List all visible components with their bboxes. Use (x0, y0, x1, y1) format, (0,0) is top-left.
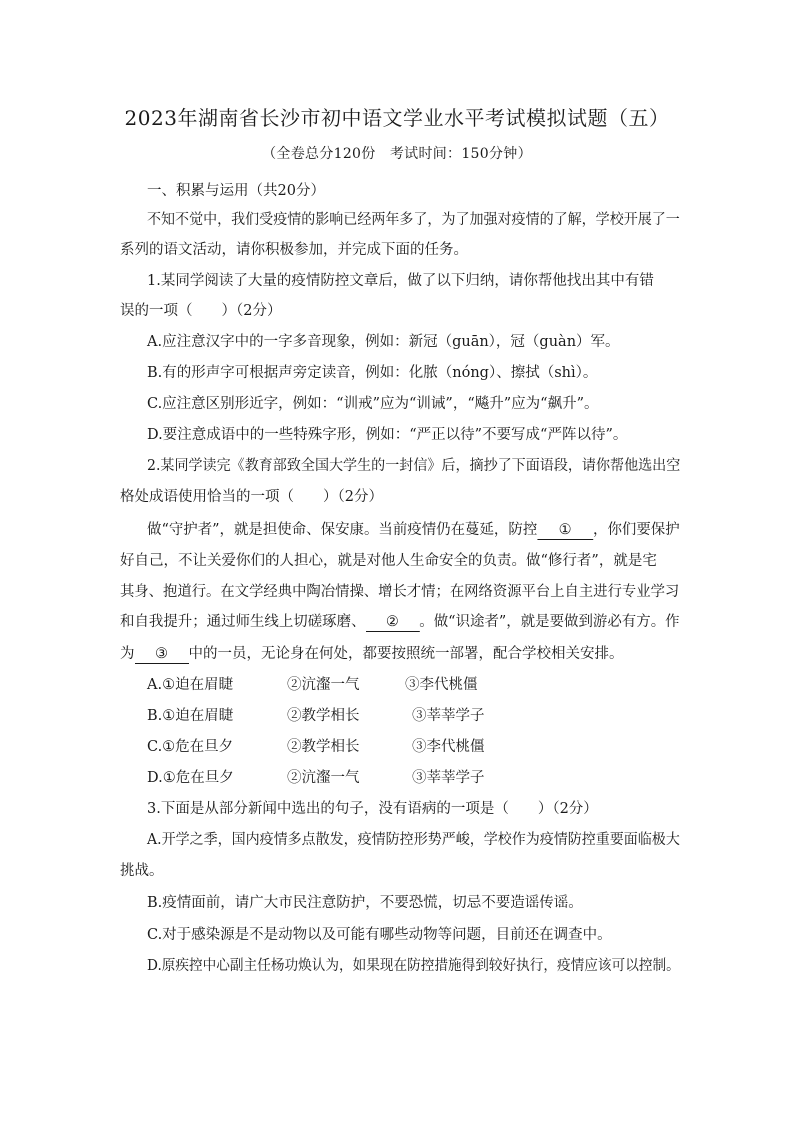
q3-option-c: C.对于感染源是不是动物以及可能有哪些动物等问题，目前还在调查中。 (147, 927, 612, 943)
passage-text: 为 (120, 646, 135, 662)
q2-stem-line-2: 格处成语使用恰当的一项（ ）（2分） (120, 489, 383, 505)
q1-option-d: D.要注意成语中的一些特殊字形，例如：“严正以待”不要写成“严阵以待”。 (147, 427, 628, 443)
q2-passage-line-4 (120, 612, 680, 632)
q3-stem: 3.下面是从部分新闻中选出的句子，没有语病的一项是（ ）（2分） (147, 801, 598, 817)
exam-subtitle: （全卷总分120份 考试时间：150分钟） (262, 146, 532, 162)
option-part: ③李代桃僵 (405, 677, 478, 693)
blank-1: ① (537, 521, 593, 540)
passage-text: 。做“识途者”，就是要做到游必有方。作 (419, 614, 680, 630)
q2-option-d (147, 768, 485, 788)
q1-stem-line-2: 误的一项（ ）（2分） (120, 303, 282, 319)
q2-passage-line-1 (147, 520, 680, 540)
q2-stem-line-1: 2.某同学读完《教育部致全国大学生的一封信》后，摘抄了下面语段，请你帮他选出空 (147, 458, 681, 474)
option-part: ③李代桃僵 (412, 739, 485, 755)
option-part: C.①危在旦夕 (147, 739, 234, 755)
blank-3: ③ (135, 645, 189, 664)
section-heading: 一、积累与运用（共20分） (147, 183, 325, 199)
intro-line-1: 不知不觉中，我们受疫情的影响已经两年多了，为了加强对疫情的了解，学校开展了一 (147, 212, 680, 228)
q2-option-c (147, 737, 485, 757)
option-part: A.①迫在眉睫 (147, 677, 234, 693)
q2-option-b (147, 706, 485, 726)
option-part: ②沆瀣一气 (287, 770, 360, 786)
option-part: B.①迫在眉睫 (147, 708, 234, 724)
option-part: ③莘莘学子 (412, 770, 485, 786)
option-part: ③莘莘学子 (412, 708, 485, 724)
blank-2: ② (366, 613, 420, 632)
passage-text: 中的一员，无论身在何处，都要按照统一部署，配合学校相关安排。 (188, 646, 624, 662)
q3-option-b: B.疫情面前，请广大市民注意防护，不要恐慌，切忌不要造谣传谣。 (147, 895, 583, 911)
exam-title: 2023年湖南省长沙市初中语文学业水平考试模拟试题（五） (124, 106, 670, 130)
q1-option-a: A.应注意汉字中的一字多音现象，例如：新冠（guān），冠（guàn）军。 (147, 334, 620, 350)
option-part: ②教学相长 (287, 708, 360, 724)
q3-option-d: D.原疾控中心副主任杨功焕认为，如果现在防控措施得到较好执行，疫情应该可以控制。 (147, 958, 680, 974)
q2-passage-line-2: 好自己，不让关爱你们的人担心，就是对他人生命安全的负责。做“修行者”，就是宅 (120, 553, 657, 569)
intro-line-2: 系列的语文活动，请你积极参加，并完成下面的任务。 (120, 242, 468, 258)
q3-option-a-line-2: 挑战。 (120, 863, 164, 879)
option-part: D.①危在旦夕 (147, 770, 234, 786)
q1-stem-line-1: 1.某同学阅读了大量的疫情防控文章后，做了以下归纳，请你帮他找出其中有错 (147, 273, 654, 289)
q2-passage-line-3: 其身、抱道行。在文学经典中陶冶情操、增长才情；在网络资源平台上自主进行专业学习 (120, 584, 680, 600)
passage-text: 和自我提升；通过师生线上切磋琢磨、 (120, 614, 366, 630)
q1-option-b: B.有的形声字可根据声旁定读音，例如：化脓（nóng）、擦拭（shì）。 (147, 365, 598, 381)
q3-option-a-line-1: A.开学之季，国内疫情多点散发，疫情防控形势严峻，学校作为疫情防控重要面临极大 (147, 832, 680, 848)
passage-text: 做“守护者”，就是担使命、保安康。当前疫情仍在蔓延，防控 (147, 522, 538, 538)
passage-text: ，你们要保护 (593, 522, 680, 538)
option-part: ②沆瀣一气 (287, 677, 360, 693)
q2-option-a (147, 675, 478, 695)
q2-passage-line-5 (120, 644, 624, 664)
q1-option-c: C.应注意区别形近字，例如：“训戒”应为“训诫”，“飚升”应为“飙升”。 (147, 396, 599, 412)
option-part: ②教学相长 (287, 739, 360, 755)
